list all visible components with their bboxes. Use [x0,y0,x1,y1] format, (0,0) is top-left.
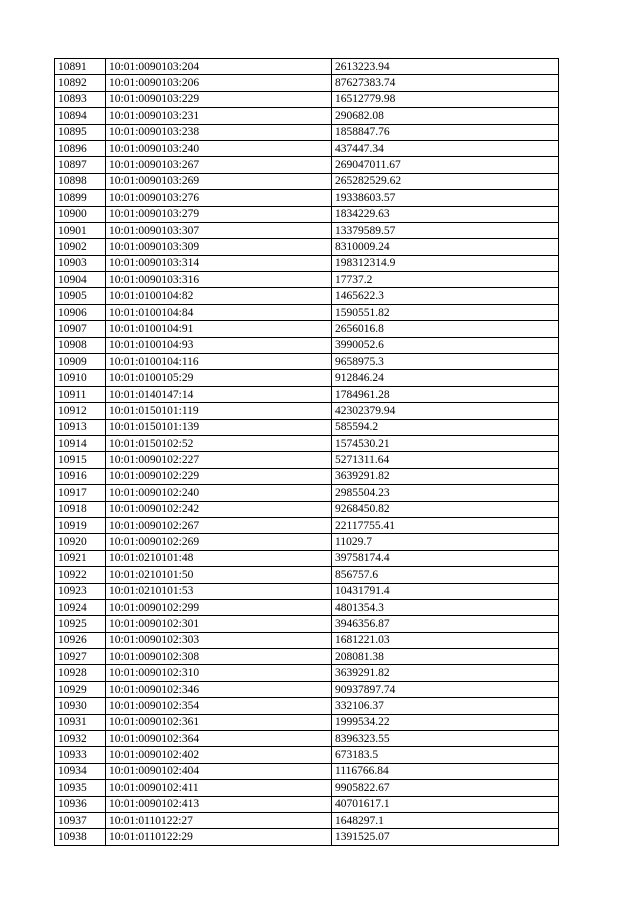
table-row [55,222,559,238]
cadastral-number-cell: 10:01:0090102:413 [106,796,332,812]
table-row [55,468,559,484]
value-cell: 10431791.4 [332,583,559,599]
row-number-cell: 10938 [55,829,106,845]
cadastral-number-cell: 10:01:0090103:267 [106,157,332,173]
row-number-cell: 10910 [55,370,106,386]
row-number-cell: 10901 [55,222,106,238]
value-cell: 40701617.1 [332,796,559,812]
cadastral-number-cell: 10:01:0100104:116 [106,354,332,370]
row-number-cell: 10918 [55,501,106,517]
table-row [55,272,559,288]
row-number-cell: 10922 [55,567,106,583]
table-row [55,812,559,828]
table-row [55,124,559,140]
row-number-cell: 10928 [55,665,106,681]
cadastral-number-cell: 10:01:0210101:50 [106,567,332,583]
value-cell: 3946356.87 [332,616,559,632]
value-cell: 585594.2 [332,419,559,435]
value-cell: 2613223.94 [332,59,559,75]
row-number-cell: 10897 [55,157,106,173]
value-cell: 198312314.9 [332,255,559,271]
row-number-cell: 10916 [55,468,106,484]
row-number-cell: 10908 [55,337,106,353]
row-number-cell: 10900 [55,206,106,222]
table-body [55,59,559,846]
row-number-cell: 10914 [55,435,106,451]
value-cell: 437447.34 [332,140,559,156]
table-row [55,157,559,173]
cadastral-number-cell: 10:01:0090103:276 [106,190,332,206]
table-row [55,763,559,779]
value-cell: 1834229.63 [332,206,559,222]
cadastral-number-cell: 10:01:0140147:14 [106,386,332,402]
cadastral-number-cell: 10:01:0090102:242 [106,501,332,517]
table-row [55,681,559,697]
value-cell: 1116766.84 [332,763,559,779]
row-number-cell: 10911 [55,386,106,402]
table-row [55,485,559,501]
value-cell: 8396323.55 [332,731,559,747]
cadastral-number-cell: 10:01:0110122:29 [106,829,332,845]
value-cell: 1681221.03 [332,632,559,648]
row-number-cell: 10921 [55,550,106,566]
cadastral-number-cell: 10:01:0090103:231 [106,108,332,124]
value-cell: 3639291.82 [332,665,559,681]
value-cell: 39758174.4 [332,550,559,566]
cadastral-number-cell: 10:01:0100104:93 [106,337,332,353]
value-cell: 1391525.07 [332,829,559,845]
value-cell: 856757.6 [332,567,559,583]
table-row [55,649,559,665]
row-number-cell: 10899 [55,190,106,206]
cadastral-number-cell: 10:01:0210101:53 [106,583,332,599]
row-number-cell: 10936 [55,796,106,812]
table-row [55,567,559,583]
cadastral-number-cell: 10:01:0090102:308 [106,649,332,665]
row-number-cell: 10891 [55,59,106,75]
row-number-cell: 10932 [55,731,106,747]
cadastral-number-cell: 10:01:0090102:404 [106,763,332,779]
value-cell: 3639291.82 [332,468,559,484]
cadastral-number-cell: 10:01:0090103:204 [106,59,332,75]
table-row [55,665,559,681]
value-cell: 16512779.98 [332,91,559,107]
row-number-cell: 10913 [55,419,106,435]
cadastral-number-cell: 10:01:0090103:229 [106,91,332,107]
cadastral-number-cell: 10:01:0100104:82 [106,288,332,304]
cadastral-number-cell: 10:01:0100104:84 [106,304,332,320]
table-row [55,517,559,533]
value-cell: 5271311.64 [332,452,559,468]
cadastral-number-cell: 10:01:0090103:240 [106,140,332,156]
table-row [55,337,559,353]
row-number-cell: 10919 [55,517,106,533]
row-number-cell: 10925 [55,616,106,632]
cadastral-number-cell: 10:01:0100105:29 [106,370,332,386]
value-cell: 1784961.28 [332,386,559,402]
table-row [55,288,559,304]
cadastral-number-cell: 10:01:0150101:139 [106,419,332,435]
cadastral-number-cell: 10:01:0090102:240 [106,485,332,501]
value-cell: 13379589.57 [332,222,559,238]
value-cell: 11029.7 [332,534,559,550]
table-row [55,534,559,550]
row-number-cell: 10935 [55,780,106,796]
cadastral-number-cell: 10:01:0090103:279 [106,206,332,222]
value-cell: 2656016.8 [332,321,559,337]
table-row [55,91,559,107]
value-cell: 912846.24 [332,370,559,386]
table-row [55,698,559,714]
table-row [55,354,559,370]
table-row [55,501,559,517]
value-cell: 1999534.22 [332,714,559,730]
table-row [55,386,559,402]
value-cell: 673183.5 [332,747,559,763]
row-number-cell: 10917 [55,485,106,501]
value-cell: 9658975.3 [332,354,559,370]
row-number-cell: 10895 [55,124,106,140]
cadastral-number-cell: 10:01:0090103:206 [106,75,332,91]
value-cell: 290682.08 [332,108,559,124]
row-number-cell: 10896 [55,140,106,156]
table-row [55,403,559,419]
table-row [55,59,559,75]
cadastral-number-cell: 10:01:0150101:119 [106,403,332,419]
row-number-cell: 10902 [55,239,106,255]
row-number-cell: 10892 [55,75,106,91]
table-row [55,370,559,386]
cadastral-number-cell: 10:01:0090102:227 [106,452,332,468]
cadastral-number-cell: 10:01:0090102:411 [106,780,332,796]
row-number-cell: 10923 [55,583,106,599]
table-row [55,747,559,763]
cadastral-number-cell: 10:01:0210101:48 [106,550,332,566]
table-row [55,731,559,747]
value-cell: 1465622.3 [332,288,559,304]
table-row [55,255,559,271]
cadastral-number-cell: 10:01:0090102:299 [106,599,332,615]
table-row [55,108,559,124]
value-cell: 90937897.74 [332,681,559,697]
value-cell: 3990052.6 [332,337,559,353]
row-number-cell: 10903 [55,255,106,271]
value-cell: 87627383.74 [332,75,559,91]
cadastral-number-cell: 10:01:0090102:354 [106,698,332,714]
row-number-cell: 10937 [55,812,106,828]
row-number-cell: 10898 [55,173,106,189]
cadastral-number-cell: 10:01:0090103:314 [106,255,332,271]
table-row [55,583,559,599]
table-row [55,75,559,91]
cadastral-number-cell: 10:01:0090102:364 [106,731,332,747]
table-row [55,714,559,730]
cadastral-number-cell: 10:01:0090102:303 [106,632,332,648]
cadastral-number-cell: 10:01:0090102:269 [106,534,332,550]
value-cell: 1858847.76 [332,124,559,140]
cadastral-number-cell: 10:01:0090103:309 [106,239,332,255]
cadastral-number-cell: 10:01:0100104:91 [106,321,332,337]
row-number-cell: 10933 [55,747,106,763]
value-cell: 332106.37 [332,698,559,714]
table-row [55,632,559,648]
value-cell: 17737.2 [332,272,559,288]
row-number-cell: 10894 [55,108,106,124]
table-row [55,829,559,845]
value-cell: 8310009.24 [332,239,559,255]
value-cell: 4801354.3 [332,599,559,615]
row-number-cell: 10920 [55,534,106,550]
row-number-cell: 10905 [55,288,106,304]
value-cell: 1574530.21 [332,435,559,451]
row-number-cell: 10931 [55,714,106,730]
cadastral-number-cell: 10:01:0090102:361 [106,714,332,730]
cadastral-number-cell: 10:01:0090103:307 [106,222,332,238]
row-number-cell: 10912 [55,403,106,419]
cadastral-number-cell: 10:01:0090102:301 [106,616,332,632]
table-row [55,452,559,468]
table-row [55,419,559,435]
row-number-cell: 10909 [55,354,106,370]
row-number-cell: 10907 [55,321,106,337]
table-row [55,550,559,566]
table-row [55,140,559,156]
value-cell: 9905822.67 [332,780,559,796]
table-row [55,304,559,320]
row-number-cell: 10924 [55,599,106,615]
cadastral-number-cell: 10:01:0090103:238 [106,124,332,140]
cadastral-number-cell: 10:01:0110122:27 [106,812,332,828]
table-row [55,239,559,255]
table-row [55,190,559,206]
cadastral-number-cell: 10:01:0090102:346 [106,681,332,697]
table-row [55,796,559,812]
row-number-cell: 10904 [55,272,106,288]
value-cell: 42302379.94 [332,403,559,419]
row-number-cell: 10926 [55,632,106,648]
row-number-cell: 10915 [55,452,106,468]
value-cell: 2985504.23 [332,485,559,501]
cadastral-number-cell: 10:01:0090103:316 [106,272,332,288]
table-row [55,616,559,632]
cadastral-number-cell: 10:01:0090102:229 [106,468,332,484]
value-cell: 22117755.41 [332,517,559,533]
row-number-cell: 10927 [55,649,106,665]
cadastral-number-cell: 10:01:0090102:402 [106,747,332,763]
table-row [55,780,559,796]
value-cell: 269047011.67 [332,157,559,173]
data-table [54,58,559,846]
cadastral-number-cell: 10:01:0090102:267 [106,517,332,533]
table-row [55,321,559,337]
value-cell: 265282529.62 [332,173,559,189]
table-row [55,435,559,451]
row-number-cell: 10893 [55,91,106,107]
table-row [55,206,559,222]
row-number-cell: 10934 [55,763,106,779]
value-cell: 19338603.57 [332,190,559,206]
table-row [55,599,559,615]
table-row [55,173,559,189]
value-cell: 208081.38 [332,649,559,665]
value-cell: 1590551.82 [332,304,559,320]
row-number-cell: 10906 [55,304,106,320]
row-number-cell: 10929 [55,681,106,697]
value-cell: 9268450.82 [332,501,559,517]
value-cell: 1648297.1 [332,812,559,828]
cadastral-number-cell: 10:01:0150102:52 [106,435,332,451]
cadastral-number-cell: 10:01:0090102:310 [106,665,332,681]
row-number-cell: 10930 [55,698,106,714]
cadastral-number-cell: 10:01:0090103:269 [106,173,332,189]
